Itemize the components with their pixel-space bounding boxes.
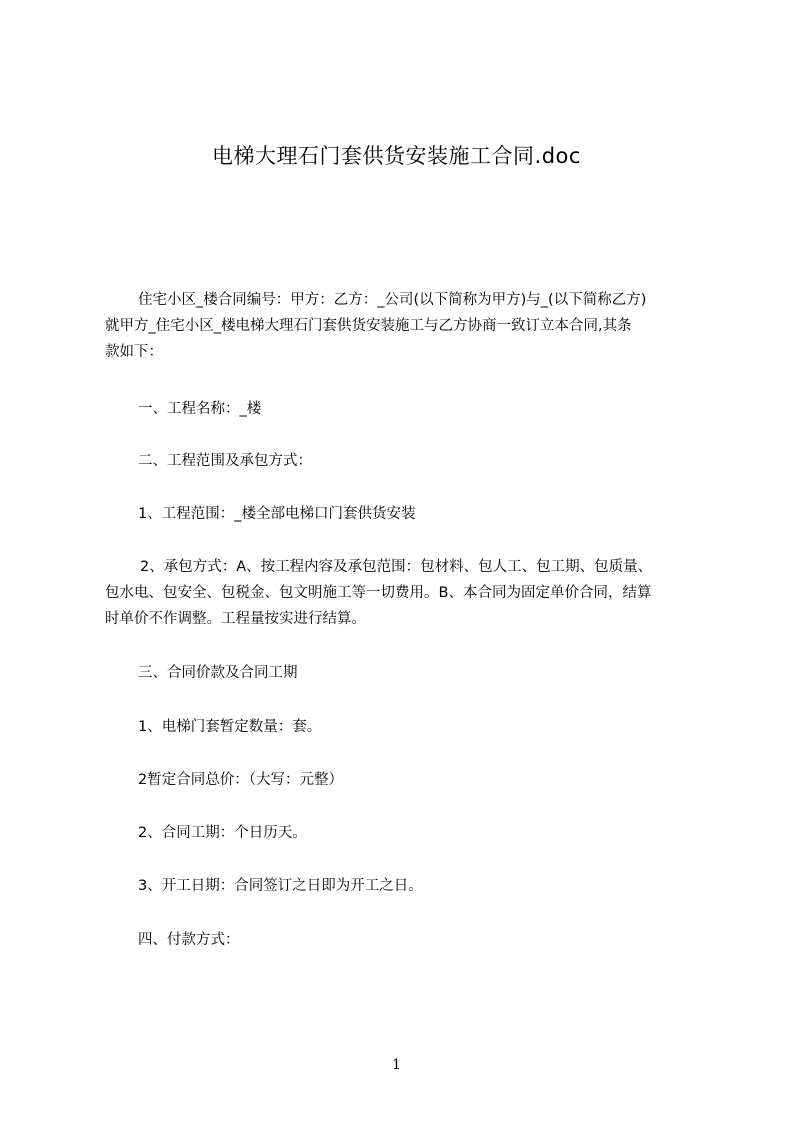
- total-price-paragraph: [105, 767, 701, 793]
- section-1-heading: 一、工程名称：_楼: [138, 401, 262, 417]
- start-date-line: 3、开工日期：合同签订之日即为开工之日。: [138, 878, 423, 894]
- start-date-paragraph: [105, 873, 701, 899]
- section-price-heading: [105, 660, 701, 686]
- duration-line: 2、合同工期：个日历天。: [138, 825, 307, 841]
- section-4-heading: 四、付款方式：: [138, 932, 240, 948]
- contract-mode-paragraph: [105, 554, 701, 632]
- total-price-line: 2暂定合同总价：（大写：元整）: [138, 772, 343, 788]
- scope-paragraph: [105, 501, 701, 527]
- section-payment-heading: [105, 927, 701, 953]
- page-number: 1: [392, 1057, 401, 1073]
- intro-line-1: 住宅小区_楼合同编号：甲方：乙方：_公司(以下简称为甲方)与_(以下简称乙方): [138, 292, 647, 308]
- document-title: 电梯大理石门套供货安装施工合同.doc: [212, 144, 581, 168]
- section-3-heading: 三、合同价款及合同工期: [138, 665, 298, 681]
- quantity-line: 1、电梯门套暂定数量：套。: [138, 719, 322, 735]
- intro-paragraph: [105, 287, 701, 365]
- duration-paragraph: [105, 820, 701, 846]
- intro-line-3: 款如下：: [105, 344, 163, 360]
- contract-mode-line-2: 包水电、包安全、包税金、包文明施工等一切费用。B、本合同为固定单价合同，结算: [105, 585, 652, 601]
- section-scope-heading: [105, 448, 701, 474]
- intro-line-2: 就甲方_住宅小区_楼电梯大理石门套供货安装施工与乙方协商一致订立本合同,其条: [105, 318, 632, 334]
- quantity-paragraph: [105, 714, 701, 740]
- contract-mode-line-3: 时单价不作调整。工程量按实进行结算。: [105, 611, 366, 627]
- contract-mode-line-1: 2、承包方式：A、按工程内容及承包范围：包材料、包人工、包工期、包质量、: [140, 559, 653, 575]
- section-2-heading: 二、工程范围及承包方式：: [138, 453, 312, 469]
- section-project-name: [105, 396, 701, 422]
- scope-line: 1、工程范围：_楼全部电梯口门套供货安装: [138, 506, 416, 522]
